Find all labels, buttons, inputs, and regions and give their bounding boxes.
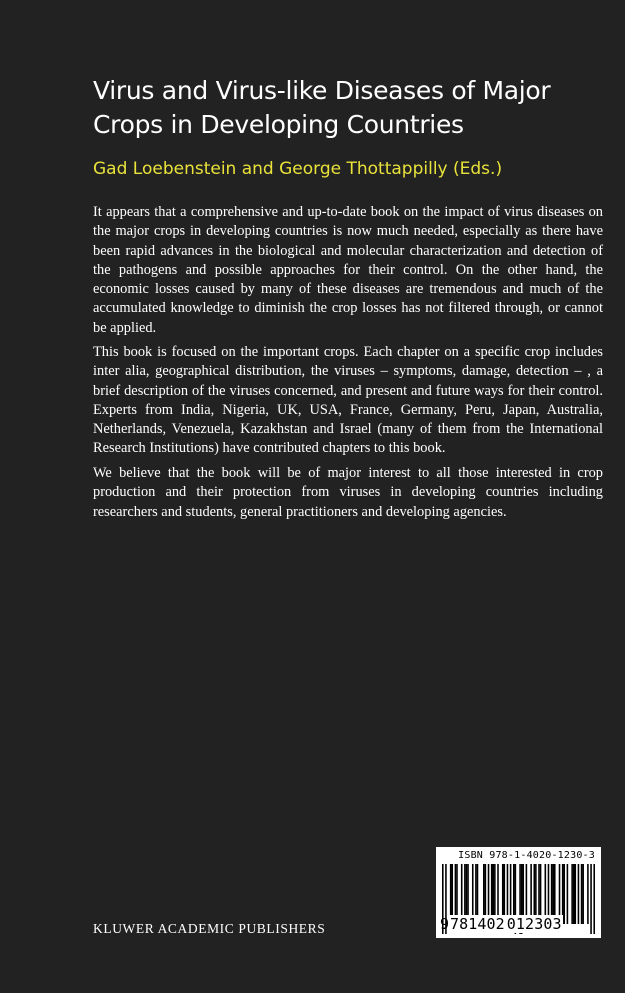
barcode-digit-group-2: 012303 bbox=[506, 915, 562, 933]
barcode-digit-group-1: 781402 bbox=[450, 915, 505, 933]
isbn-barcode bbox=[436, 847, 601, 938]
book-title-line-1: Virus and Virus-like Diseases of Major bbox=[93, 76, 551, 105]
barcode-lead-digit: 9 bbox=[440, 915, 450, 933]
book-title bbox=[93, 74, 613, 142]
book-editors: Gad Loebenstein and George Thottappilly (Eds.) bbox=[93, 159, 503, 179]
book-title-line-2: Crops in Developing Countries bbox=[93, 110, 464, 139]
blurb-paragraph-1: It appears that a comprehensive and up-to-date book on the impact of virus diseases on the major crops in developing countries is now much needed, especially as there have been rapid advances in the biological and molecular characterization and detection of the pathogens and possible approaches for their control. On the other hand, the economic losses caused by many of these diseases are tremendous and much of the accumulated knowledge to diminish the crop losses has not filtered through, or cannot be applied. bbox=[93, 204, 603, 336]
blurb-paragraph-2: This book is focused on the important crops. Each chapter on a specific crop includes inter alia, geographical distribution, the viruses – symptoms, damage, detection – , a brief description of the viruses concerned, and present and future ways for their control. Experts from India, Nigeria, UK, USA, France, Germany, Peru, Japan, Australia, Netherlands, Venezuela, Kazakhstan and Israel (many of them from the International Research Institutions) have contributed chapters to this book. bbox=[93, 344, 603, 457]
barcode-digits bbox=[440, 915, 597, 933]
isbn-label: ISBN 978-1-4020-1230-3 bbox=[458, 850, 595, 861]
publisher-name: KLUWER ACADEMIC PUBLISHERS bbox=[93, 921, 326, 936]
blurb-paragraph-3: We believe that the book will be of major interest to all those interested in crop production and their protection from viruses in developing countries including researchers and students, general practitioners and developing agencies. bbox=[93, 465, 603, 520]
